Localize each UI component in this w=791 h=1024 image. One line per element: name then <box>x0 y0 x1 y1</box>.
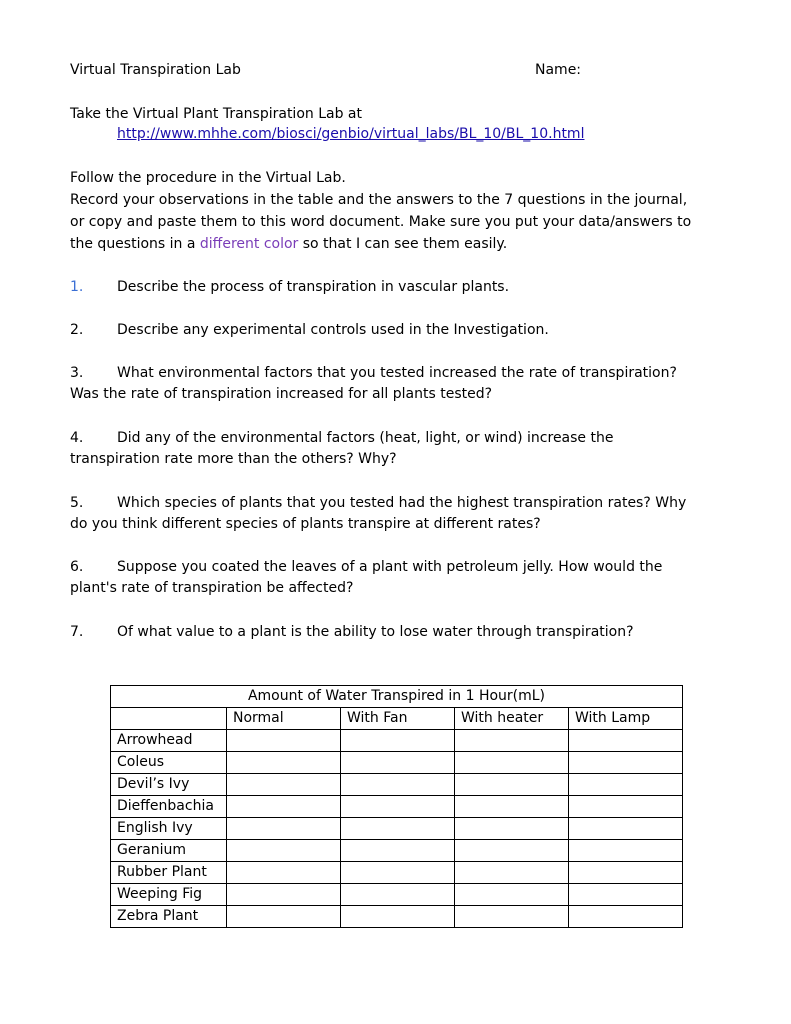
column-header-normal: Normal <box>227 708 341 730</box>
data-cell[interactable] <box>455 906 569 928</box>
question-5 <box>70 493 686 513</box>
data-cell[interactable] <box>341 884 455 906</box>
question-text: Describe the process of transpiration in vascular plants. <box>117 279 510 295</box>
data-cell[interactable] <box>455 840 569 862</box>
question-1 <box>70 277 509 297</box>
data-cell[interactable] <box>341 818 455 840</box>
data-cell[interactable] <box>569 730 683 752</box>
document-title: Virtual Transpiration Lab <box>70 62 241 78</box>
question-6 <box>70 557 662 577</box>
question-text: Which species of plants that you tested had the highest transpiration rates? Why <box>117 495 687 511</box>
instruction-line-1: Follow the procedure in the Virtual Lab. <box>70 170 346 186</box>
row-label: Zebra Plant <box>111 906 227 928</box>
column-header-with-heater: With heater <box>455 708 569 730</box>
table-row <box>111 752 683 774</box>
question-text: Describe any experimental controls used in the Investigation. <box>117 322 549 338</box>
row-label: Devil’s Ivy <box>111 774 227 796</box>
data-cell[interactable] <box>455 752 569 774</box>
data-cell[interactable] <box>341 862 455 884</box>
different-color-text: different color <box>199 236 299 252</box>
row-label: English Ivy <box>111 818 227 840</box>
data-cell[interactable] <box>569 862 683 884</box>
question-text: Suppose you coated the leaves of a plant with petroleum jelly. How would the <box>117 559 663 575</box>
data-cell[interactable] <box>569 840 683 862</box>
data-cell[interactable] <box>227 774 341 796</box>
row-label: Dieffenbachia <box>111 796 227 818</box>
data-cell[interactable] <box>455 862 569 884</box>
table-row <box>111 840 683 862</box>
data-cell[interactable] <box>341 840 455 862</box>
question-6-continued: plant's rate of transpiration be affected? <box>70 580 354 596</box>
question-4 <box>70 428 613 448</box>
row-label: Geranium <box>111 840 227 862</box>
data-cell[interactable] <box>569 752 683 774</box>
data-cell[interactable] <box>569 906 683 928</box>
question-number: 1. <box>70 279 84 295</box>
instruction-line-3: or copy and paste them to this word document. Make sure you put your data/answers to <box>70 214 692 230</box>
data-cell[interactable] <box>341 774 455 796</box>
table-title-row <box>111 686 683 708</box>
header-corner-cell <box>111 708 227 730</box>
table-row <box>111 796 683 818</box>
instruction-line-4-after: so that I can see them easily. <box>298 236 508 252</box>
row-label: Arrowhead <box>111 730 227 752</box>
data-cell[interactable] <box>455 884 569 906</box>
data-cell[interactable] <box>227 840 341 862</box>
instruction-line-2: Record your observations in the table and the answers to the 7 questions in the journal, <box>70 192 688 208</box>
name-label: Name: <box>535 62 582 78</box>
table-row <box>111 730 683 752</box>
row-label: Coleus <box>111 752 227 774</box>
question-number: 6. <box>70 559 84 575</box>
data-cell[interactable] <box>455 818 569 840</box>
data-cell[interactable] <box>455 796 569 818</box>
question-number: 3. <box>70 365 84 381</box>
data-cell[interactable] <box>227 884 341 906</box>
data-cell[interactable] <box>227 818 341 840</box>
data-cell[interactable] <box>569 884 683 906</box>
question-2 <box>70 320 549 340</box>
table-row <box>111 906 683 928</box>
table-row <box>111 862 683 884</box>
question-3-continued: Was the rate of transpiration increased for all plants tested? <box>70 386 493 402</box>
data-cell[interactable] <box>227 796 341 818</box>
instruction-line-4 <box>70 234 507 254</box>
transpiration-data-table <box>110 685 683 928</box>
data-cell[interactable] <box>569 774 683 796</box>
table-header-row <box>111 708 683 730</box>
table-row <box>111 774 683 796</box>
data-cell[interactable] <box>341 906 455 928</box>
data-cell[interactable] <box>227 752 341 774</box>
question-number: 5. <box>70 495 84 511</box>
data-cell[interactable] <box>227 862 341 884</box>
question-number: 4. <box>70 430 84 446</box>
question-number: 7. <box>70 624 84 640</box>
question-7 <box>70 622 634 642</box>
data-cell[interactable] <box>341 730 455 752</box>
question-text: Did any of the environmental factors (heat, light, or wind) increase the <box>117 430 614 446</box>
data-cell[interactable] <box>341 796 455 818</box>
table-row <box>111 884 683 906</box>
intro-line: Take the Virtual Plant Transpiration Lab at <box>70 106 362 122</box>
data-cell[interactable] <box>341 752 455 774</box>
question-number: 2. <box>70 322 84 338</box>
table-row <box>111 818 683 840</box>
row-label: Weeping Fig <box>111 884 227 906</box>
column-header-with-lamp: With Lamp <box>569 708 683 730</box>
question-text: Of what value to a plant is the ability to lose water through transpiration? <box>117 624 634 640</box>
table-title: Amount of Water Transpired in 1 Hour(mL) <box>111 686 683 708</box>
question-5-continued: do you think different species of plants transpire at different rates? <box>70 516 541 532</box>
lab-url-link[interactable]: http://www.mhhe.com/biosci/genbio/virtual_labs/BL_10/BL_10.html <box>117 126 585 142</box>
data-cell[interactable] <box>569 796 683 818</box>
question-4-continued: transpiration rate more than the others? Why? <box>70 451 397 467</box>
question-3 <box>70 363 677 383</box>
instruction-line-4-before: the questions in a <box>70 236 200 252</box>
column-header-with-fan: With Fan <box>341 708 455 730</box>
data-cell[interactable] <box>227 730 341 752</box>
data-cell[interactable] <box>227 906 341 928</box>
data-cell[interactable] <box>569 818 683 840</box>
question-text: What environmental factors that you tested increased the rate of transpiration? <box>117 365 677 381</box>
data-cell[interactable] <box>455 730 569 752</box>
data-cell[interactable] <box>455 774 569 796</box>
row-label: Rubber Plant <box>111 862 227 884</box>
